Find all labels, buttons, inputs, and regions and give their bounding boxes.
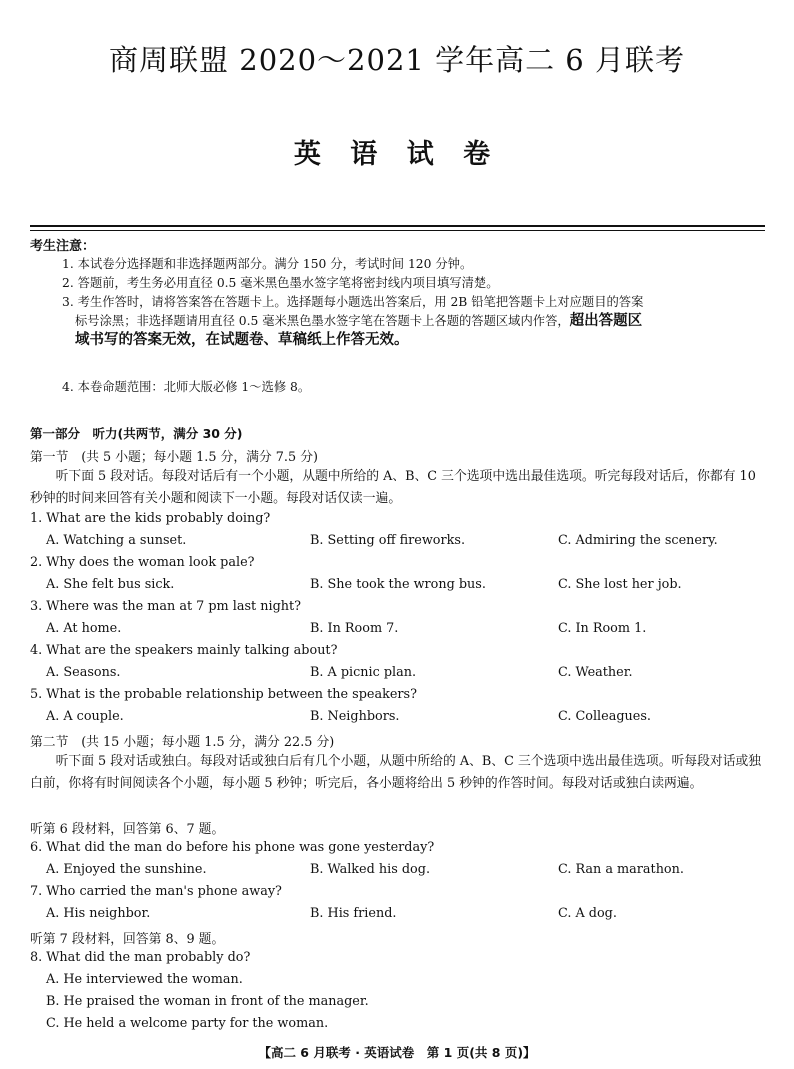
q2-option-b: B. She took the wrong bus. [310,577,486,592]
q5-option-c: C. Colleagues. [558,709,651,724]
q3-option-b: B. In Room 7. [310,621,399,636]
q1-option-c: C. Admiring the scenery. [558,533,718,548]
q3-option-c: C. In Room 1. [558,621,647,636]
notice-item-4: 4. 本卷命题范围：北师大版必修 1～选修 8。 [62,380,311,394]
q7-option-a: A. His neighbor. [46,906,151,921]
q6-option-c: C. Ran a marathon. [558,862,684,877]
question-7: 7. Who carried the man's phone away? [30,884,282,899]
material-6-note: 听第 6 段材料，回答第 6、7 题。 [30,822,225,837]
q7-option-b: B. His friend. [310,906,397,921]
q2-option-a: A. She felt bus sick. [46,577,175,592]
question-3: 3. Where was the man at 7 pm last night? [30,599,302,614]
section2-instructions: 听下面 5 段对话或独白。每段对话或独白后有几个小题，从题中所给的 A、B、C 三个选项中选出最佳选项。听每段对话或独白前，你将有时间阅读各个小题，每小题 5 秒钟；听完后，各小题将给出 5 秒钟的作答时间。每段对话或独白读两遍。 [30,754,762,791]
q5-option-a: A. A couple. [46,709,124,724]
section1-instructions: 听下面 5 段对话。每段对话后有一个小题，从题中所给的 A、B、C 三个选项中选出最佳选项。听完每段对话后，你都有 10 秒钟的时间来回答有关小题和阅读下一小题。每段对话仅读一遍。 [30,469,756,506]
q4-option-c: C. Weather. [558,665,633,680]
q4-option-a: A. Seasons. [46,665,121,680]
section1-heading: 第一节 (共 5 小题；每小题 1.5 分，满分 7.5 分) [30,450,318,465]
q5-option-b: B. Neighbors. [310,709,400,724]
q3-option-a: A. At home. [46,621,122,636]
notice-item-3-emphasis: 超出答题区域书写的答案无效，在试题卷、草稿纸上作答无效。 [75,313,643,348]
question-2: 2. Why does the woman look pale? [30,555,255,570]
question-8: 8. What did the man probably do? [30,950,251,965]
question-1: 1. What are the kids probably doing? [30,511,271,526]
page-footer: 【高二 6 月联考 · 英语试卷 第 1 页(共 8 页)】 [258,1045,536,1060]
q6-option-a: A. Enjoyed the sunshine. [46,862,207,877]
divider-thick [30,225,765,227]
question-5: 5. What is the probable relationship between the speakers? [30,687,417,702]
notice-heading: 考生注意： [30,239,96,254]
section2-heading: 第二节 (共 15 小题；每小题 1.5 分，满分 22.5 分) [30,735,335,750]
question-6: 6. What did the man do before his phone was gone yesterday? [30,840,435,855]
q2-option-c: C. She lost her job. [558,577,682,592]
notice-item-1: 1. 本试卷分选择题和非选择题两部分。满分 150 分，考试时间 120 分钟。 [62,257,473,271]
notice-item-3-text: 3. 考生作答时，请将答案答在答题卡上。选择题每小题选出答案后，用 2B 铅笔把答题卡上对应题目的答案标号涂黑；非选择题请用直径 0.5 毫米黑色墨水签字笔在答题卡上各题的答题区域内作答， [62,295,644,328]
q1-option-b: B. Setting off fireworks. [310,533,466,548]
q6-option-b: B. Walked his dog. [310,862,431,877]
notice-item-3 [62,293,655,350]
q8-option-c: C. He held a welcome party for the woman. [46,1016,329,1031]
part1-heading: 第一部分 听力(共两节，满分 30 分) [30,426,243,441]
exam-title: 商周联盟 2020～2021 学年高二 6 月联考 [109,43,685,77]
q1-option-a: A. Watching a sunset. [46,533,187,548]
notice-item-2: 2. 答题前，考生务必用直径 0.5 毫米黑色墨水签字笔将密封线内项目填写清楚。 [62,276,499,290]
material-7-note: 听第 7 段材料，回答第 8、9 题。 [30,932,225,947]
q8-option-a: A. He interviewed the woman. [46,972,243,987]
question-4: 4. What are the speakers mainly talking about? [30,643,338,658]
q4-option-b: B. A picnic plan. [310,665,417,680]
divider-thin [30,230,765,231]
q8-option-b: B. He praised the woman in front of the manager. [46,994,369,1009]
q7-option-c: C. A dog. [558,906,617,921]
exam-subtitle: 英 语 试 卷 [293,139,501,170]
